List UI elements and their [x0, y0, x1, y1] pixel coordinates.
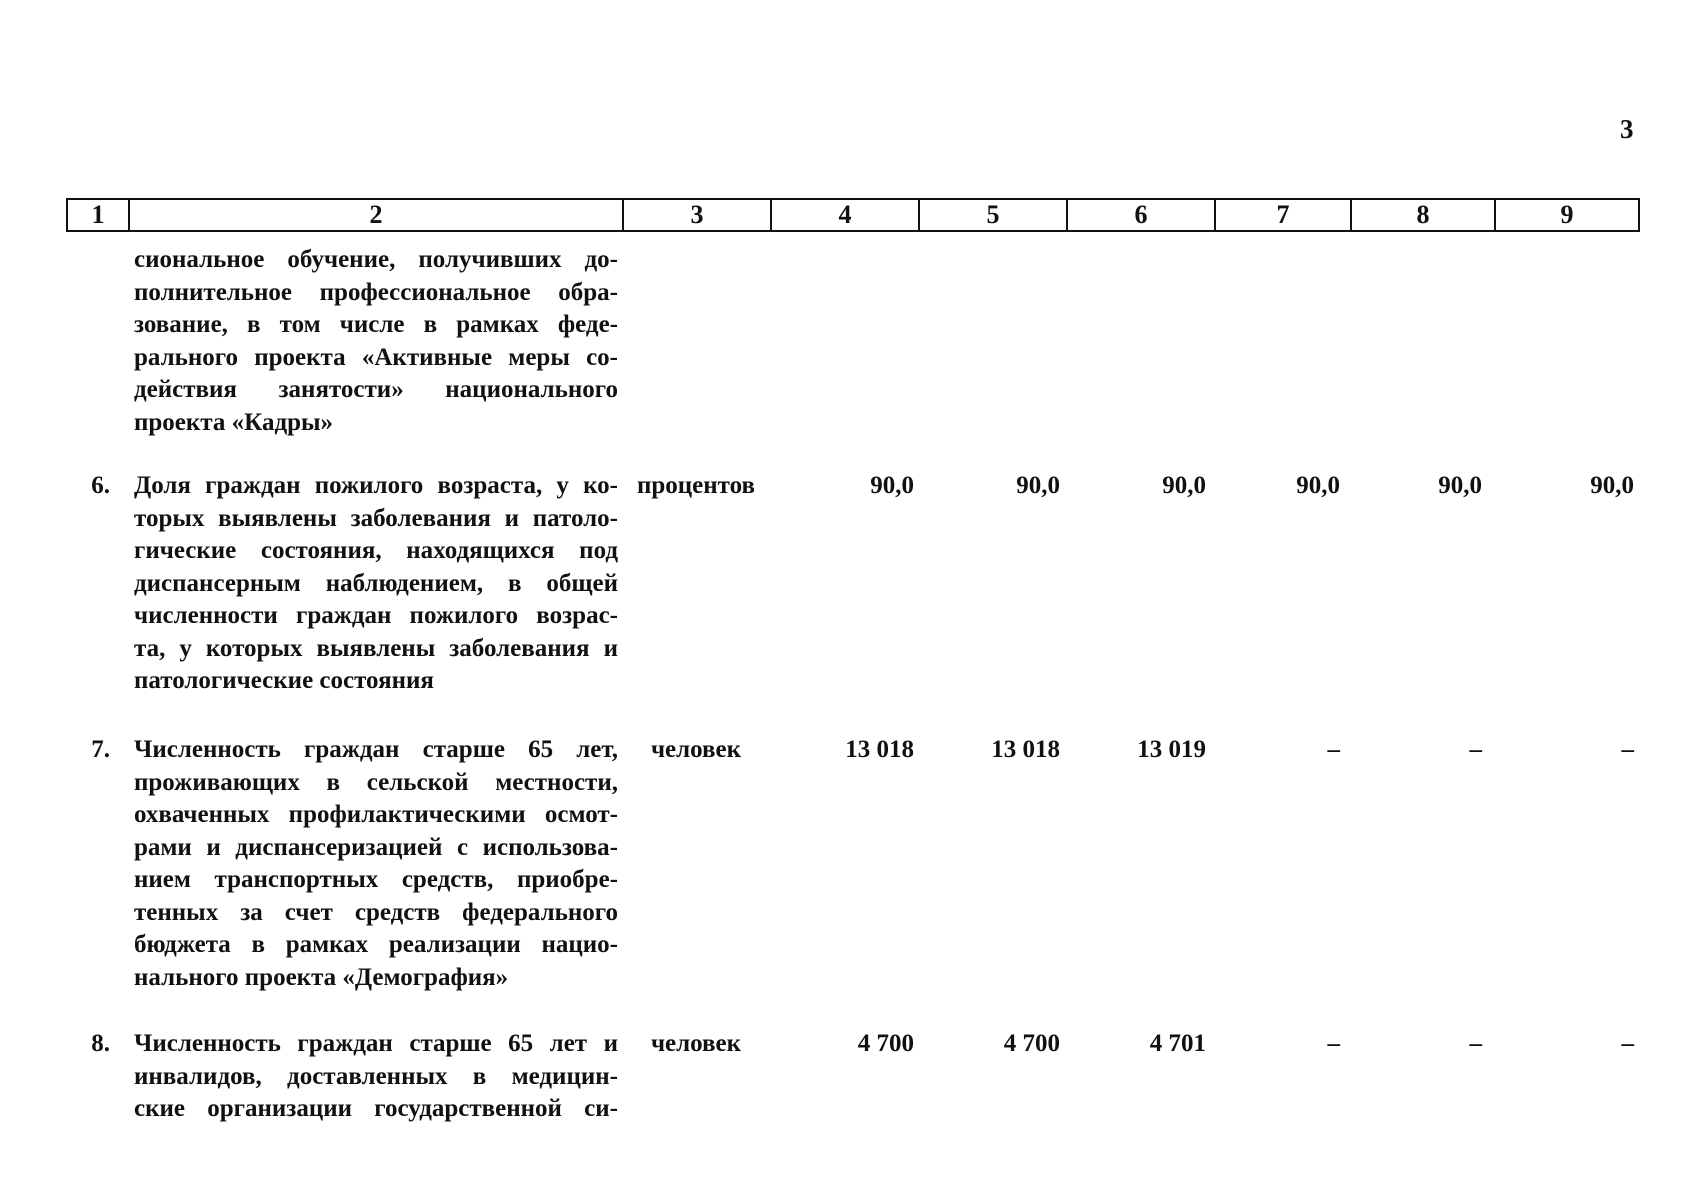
value-col-5: 13 018 [991, 736, 1060, 763]
value-col-8: – [1469, 736, 1482, 763]
text-line: та, у которых выявлены заболевания и [134, 634, 618, 662]
text-line: диспансерным наблюдением, в общей [134, 569, 618, 597]
header-col-1: 1 [67, 199, 129, 231]
text-line: рального проекта «Активные меры со- [134, 343, 618, 371]
header-col-6: 6 [1067, 199, 1215, 231]
text-line: бюджета в рамках реализации нацио- [134, 931, 618, 958]
text-line: численности граждан пожилого возрас- [134, 602, 618, 629]
text-line: Доля граждан пожилого возраста, у ко- [134, 472, 618, 499]
header-col-2: 2 [129, 199, 623, 231]
header-col-9: 9 [1495, 199, 1639, 231]
header-col-8: 8 [1351, 199, 1495, 231]
value-col-4: 4 700 [857, 1030, 914, 1057]
value-col-7: 90,0 [1296, 472, 1340, 499]
indicator-text [134, 244, 618, 439]
text-line: патологические состояния [134, 667, 434, 694]
value-col-4: 90,0 [870, 472, 914, 499]
value-col-7: – [1327, 1030, 1340, 1057]
text-line: зование, в том числе в рамках феде- [134, 311, 618, 338]
value-col-7: – [1327, 736, 1340, 763]
value-col-9: 90,0 [1590, 472, 1634, 499]
text-line: нием транспортных средств, приобре- [134, 866, 618, 893]
text-line: торых выявлены заболевания и патоло- [134, 504, 618, 532]
unit-cell: процентов [636, 472, 756, 499]
row-number: 7. [91, 736, 110, 763]
text-line: сиональное обучение, получивших до- [134, 246, 618, 273]
indicator-text [134, 734, 618, 994]
text-line: ские организации государственной си- [134, 1095, 618, 1122]
column-number-header [66, 198, 1640, 232]
value-col-6: 90,0 [1162, 472, 1206, 499]
indicator-text [134, 1028, 618, 1126]
text-line: нального проекта «Демография» [134, 963, 509, 991]
text-line: полнительное профессиональное обра- [134, 278, 618, 306]
header-col-4: 4 [771, 199, 919, 231]
text-line: Численность граждан старше 65 лет и [134, 1030, 618, 1057]
value-col-8: 90,0 [1438, 472, 1482, 499]
header-col-5: 5 [919, 199, 1067, 231]
value-col-9: – [1621, 1030, 1634, 1057]
text-line: действия занятости» национального [134, 376, 618, 403]
header-col-7: 7 [1215, 199, 1351, 231]
value-col-6: 13 019 [1137, 736, 1206, 763]
value-col-5: 4 700 [1003, 1030, 1060, 1057]
text-line: охваченных профилактическими осмот- [134, 801, 618, 828]
row-number: 8. [91, 1030, 110, 1057]
value-col-5: 90,0 [1016, 472, 1060, 499]
text-line: рами и диспансеризацией с использова- [134, 833, 618, 861]
row-number: 6. [91, 472, 110, 499]
text-line: проживающих в сельской местности, [134, 768, 618, 796]
text-line: Численность граждан старше 65 лет, [134, 736, 618, 763]
text-line: гические состояния, находящихся под [134, 537, 618, 564]
header-row [67, 199, 1639, 231]
text-line: инвалидов, доставленных в медицин- [134, 1062, 618, 1090]
unit-cell: человек [650, 736, 742, 763]
text-line: тенных за счет средств федерального [134, 898, 618, 926]
unit-cell: человек [650, 1030, 742, 1057]
page-number: 3 [1620, 114, 1634, 144]
value-col-9: – [1621, 736, 1634, 763]
indicator-text [134, 470, 618, 698]
value-col-6: 4 701 [1149, 1030, 1206, 1057]
value-col-4: 13 018 [845, 736, 914, 763]
header-col-3: 3 [623, 199, 771, 231]
text-line: проекта «Кадры» [134, 408, 334, 436]
value-col-8: – [1469, 1030, 1482, 1057]
